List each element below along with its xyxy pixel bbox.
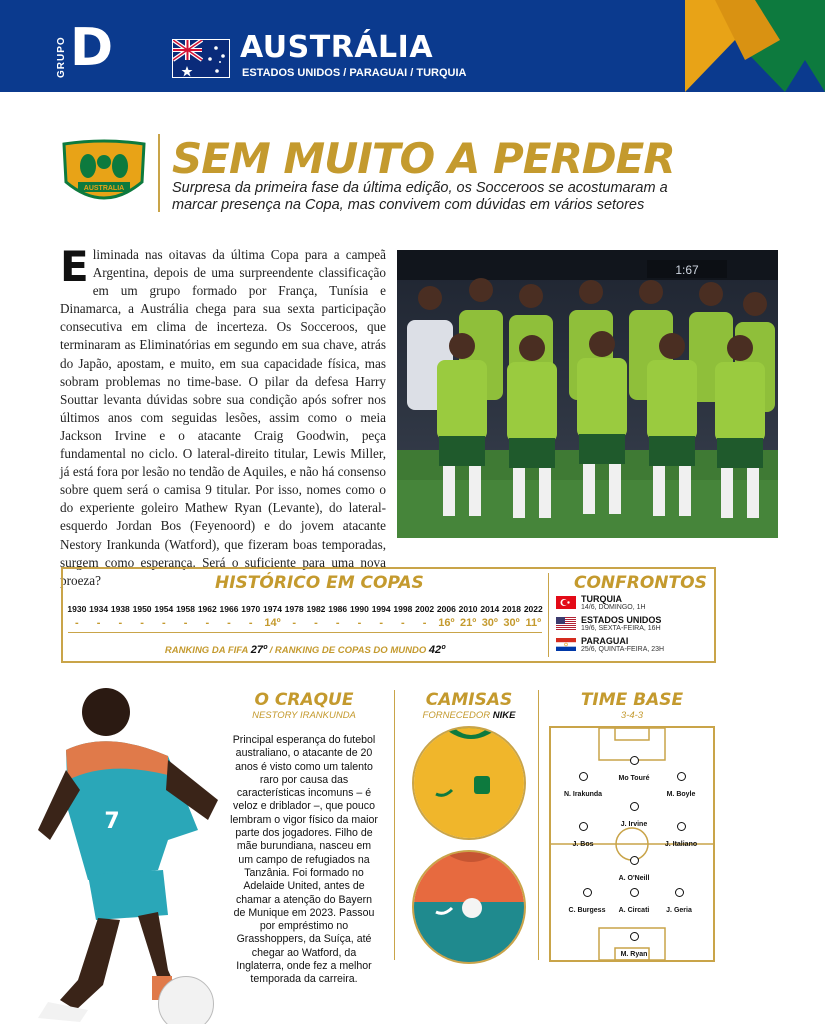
historico-edition [262,602,284,630]
edition-place: 14º [264,617,281,629]
edition-year: 1958 [176,604,195,614]
historico-edition [218,602,240,630]
historico-edition [414,602,436,630]
edition-year: 1954 [154,604,174,614]
australia-flag-icon [172,39,230,78]
usa-flag-icon [556,617,576,630]
ranking-fifa-value: 27º [250,644,267,656]
edition-year: 1966 [219,604,239,614]
title-divider [158,134,160,212]
edition-place: 30º [503,617,520,629]
player-marker: A. Circati [604,888,664,917]
edition-year: 1986 [328,604,348,614]
historico-edition [392,602,414,630]
edition-place: - [205,617,210,629]
historico-edition [457,602,479,630]
edition-year: 2018 [502,604,522,614]
away-shirt [412,850,526,964]
confronto-when: 14/6, DOMINGO, 1H [581,604,646,611]
historico-divider [68,632,542,633]
confronto-item [556,636,711,657]
soccer-ball-icon [158,976,214,1024]
grupo-letter: D [70,18,114,78]
confronto-team: PARAGUAI [581,636,629,646]
edition-year: 2022 [523,604,543,614]
player-marker: J. Geria [649,888,709,917]
historico-title: HISTÓRICO EM COPAS [215,573,424,593]
edition-year: 1934 [89,604,109,614]
player-marker: Mo Touré [604,756,664,785]
decorative-triangles-icon [685,0,825,92]
edition-year: 1930 [67,604,87,614]
article-body-text: liminada nas oitavas da última Copa para a campeã Argentina, depois de uma surpreendente classificação em um grupo formado por França, Tunísia e Dinamarca, a Austrália chega para sua sexta participação consecutiva em clima de incerteza. Os Socceroos, que terminaram as Eliminatórias em segundo em sua chave, atrás do Japão, apostam, e muito, em sua capacidade física, mas sobram problemas no time-base. O pilar da defesa Harry Souttar levanta dúvidas sobre sua condição após sofrer nos últimos anos com seguidas lesões, assim como o meia Jackson Irvine e o atacante Craig Goodwin, peça fundamental no ciclo. O lateral-direito titular, Lewis Miller, já está fora por lesão no tendão de Aquiles, e não há consenso sobre quem será o camisa 9 titular. Por isso, nomes como o do experiente goleiro Mathew Ryan (Levante), do lateral-esquerdo Jordan Bos (Feyenoord) e do jovem atacante Nestory Irankunda (Watford), que fizeram boas temporadas, surgem como esperança. Será o suficiente para uma nova proeza? [60,247,386,588]
socceroos-crest-icon [60,138,148,210]
historico-edition [196,602,218,630]
player-marker: M. Boyle [651,772,711,801]
historico-edition [131,602,153,630]
historico-edition [283,602,305,630]
edition-place: - [357,617,362,629]
player-marker: J. Irvine [604,802,664,831]
confrontos-divider [548,573,549,657]
formation-pitch [549,726,715,962]
edition-year: 1978 [284,604,304,614]
edition-place: - [401,617,405,629]
player-marker: N. Irakunda [553,772,613,801]
edition-year: 1990 [349,604,369,614]
turkey-flag-icon [556,596,576,609]
drop-cap: E [60,242,89,291]
confronto-when: 25/6, QUINTA-FEIRA, 23H [581,646,665,653]
time-base-title: TIME BASE [580,690,684,710]
crest-text: AUSTRALIA [83,185,125,192]
confronto-item [556,594,711,615]
scoreboard-text: 1:67 [675,263,699,277]
edition-place: 16º [438,617,455,629]
article-title: SEM MUITO A PERDER [172,134,675,183]
player-marker: C. Burgess [557,888,617,917]
historico-years [66,602,544,630]
article-subtitle: Surpresa da primeira fase da última edição, os Socceroos se acostumaram a marcar presença na Copa, mas convivem com dúvidas em vários setores [172,180,668,213]
edition-year: 2002 [415,604,435,614]
paraguay-flag-icon [556,638,576,651]
column-divider [538,690,539,960]
historico-edition [501,602,523,630]
historico-edition [305,602,327,630]
historico-edition [66,602,88,630]
edition-place: 11º [525,617,542,629]
edition-place: - [314,617,318,629]
edition-place: - [422,617,427,629]
craque-text: Principal esperança do futebol australiano, o atacante de 20 anos é visto como um talento raro por causa das características incomuns – é veloz e driblador –, que pouco lembram o vigor físico da maior parte dos jogadores. Filho de mãe burundiana, nasceu em um campo de refugiados na Tanzânia. Foi formado no Adelaide United, antes de chamar a atenção do Bayern de Munique em 2023. Passou por empréstimo no Grasshoppers, da Suíça, até chegar ao Watford, da Inglaterra, onde fez a melhor temporada da carreira. [230,734,378,986]
craque-name: NESTORY IRANKUNDA [252,710,356,721]
edition-year: 2010 [458,604,478,614]
ranking-line [70,644,540,656]
historico-edition [479,602,501,630]
grupo-label: GRUPO [56,36,67,78]
historico-edition [109,602,131,630]
camisas-supplier [410,710,528,721]
historico-edition [435,602,457,630]
historico-edition [327,602,349,630]
historico-edition [240,602,262,630]
edition-year: 2014 [480,604,500,614]
team-photo [397,250,778,538]
confronto-team: TURQUIA [581,594,622,604]
historico-edition [349,602,371,630]
edition-year: 2006 [436,604,456,614]
edition-place: - [118,617,123,629]
header-band [0,0,825,92]
ranking-copas-value: 42º [428,644,446,656]
ranking-copas-label: / RANKING DE COPAS DO MUNDO [269,645,427,656]
player-marker: J. Italiano [651,822,711,851]
country-name: AUSTRÁLIA [240,30,434,65]
supplier-label: FORNECEDOR [422,710,491,721]
edition-year: 1974 [263,604,282,614]
time-base-formation: 3-4-3 [620,710,644,721]
edition-place: - [75,617,79,629]
edition-place: - [248,617,253,629]
supplier-name: NIKE [492,710,516,721]
craque-title: O CRAQUE [254,690,354,710]
camisas-title: CAMISAS [425,690,513,710]
ranking-fifa-label: RANKING DA FIFA [164,645,249,656]
home-shirt [412,726,526,840]
edition-year: 1950 [132,604,152,614]
confronto-team: ESTADOS UNIDOS [581,615,662,625]
player-photo [18,680,230,1024]
edition-year: 1962 [197,604,217,614]
edition-place: - [335,617,340,629]
edition-place: - [96,617,101,629]
historico-edition [88,602,110,630]
player-marker: J. Bos [553,822,613,851]
edition-year: 1938 [110,604,130,614]
confronto-item [556,615,711,636]
edition-year: 1970 [241,604,261,614]
historico-edition [370,602,392,630]
edition-place: - [161,617,166,629]
edition-year: 1982 [306,604,326,614]
player-marker: M. Ryan [604,932,664,961]
edition-place: - [183,617,188,629]
column-divider [394,690,395,960]
article-body [60,242,386,590]
player-marker: A. O'Neill [604,856,664,885]
edition-place: - [379,617,383,629]
edition-place: - [140,617,144,629]
historico-edition [175,602,197,630]
edition-place: 30º [481,617,498,629]
edition-place: 21º [459,617,477,629]
edition-year: 1998 [393,604,413,614]
player-number: 7 [104,809,120,834]
historico-edition [522,602,544,630]
edition-place: - [227,617,231,629]
group-teams: ESTADOS UNIDOS / PARAGUAI / TURQUIA [242,67,467,79]
confrontos-title: CONFRONTOS [574,573,707,593]
confronto-when: 19/6, SEXTA-FEIRA, 16H [581,625,661,632]
historico-edition [153,602,175,630]
confrontos-list [556,594,711,657]
edition-place: - [292,617,297,629]
edition-year: 1994 [371,604,391,614]
